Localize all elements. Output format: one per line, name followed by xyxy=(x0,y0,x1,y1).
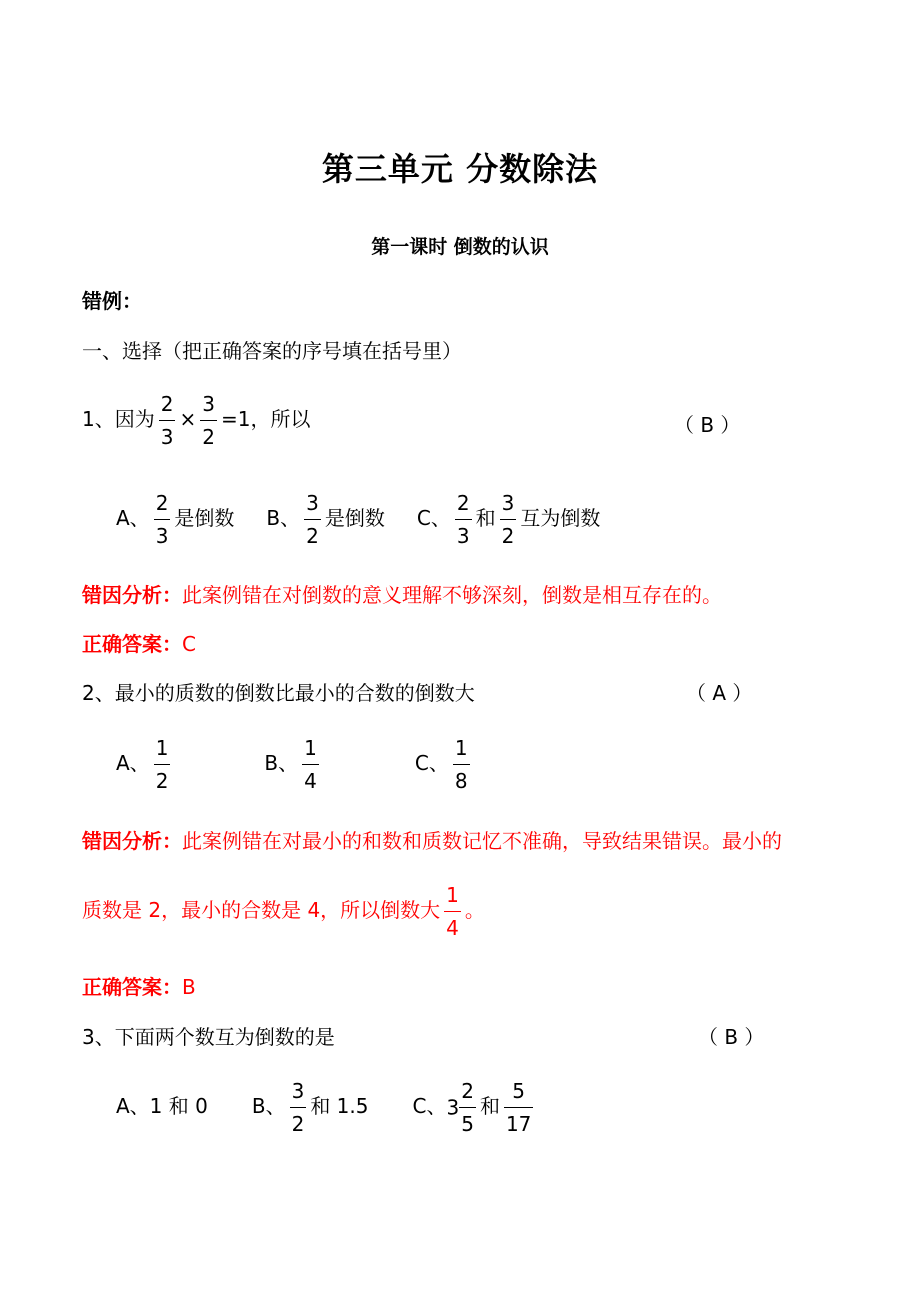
fraction: $\frac{2}{3}$ xyxy=(160,392,174,449)
option-c-text: 互为倒数 xyxy=(520,506,601,530)
fraction: $\frac{3}{2}$ xyxy=(202,392,215,449)
option-a-label: A、 xyxy=(116,506,150,530)
question-3: 3、下面两个数互为倒数的是 xyxy=(82,1025,335,1049)
analysis-text-line2: 质数是 2，最小的合数是 4，所以倒数大 xyxy=(82,898,441,922)
correct-label: 正确答案： xyxy=(82,632,182,656)
fraction: $\frac{1}{2}$ xyxy=(155,736,169,793)
mixed-whole-number: 3 xyxy=(446,1095,460,1120)
q1-correct-answer xyxy=(82,629,196,659)
fraction: $\frac{3}{2}$ xyxy=(291,1079,305,1136)
q3-options xyxy=(116,1078,537,1137)
option-c-mid: 和 xyxy=(475,506,496,530)
analysis-label: 错因分析： xyxy=(82,829,182,853)
times-sign: × xyxy=(179,407,197,431)
fraction: $\frac{1}{8}$ xyxy=(454,736,468,793)
option-b-label: B、 xyxy=(251,1094,286,1118)
q2-options xyxy=(116,735,474,794)
option-c-label: C、 xyxy=(414,751,449,775)
option-b-label: B、 xyxy=(266,506,301,530)
lesson-subtitle: 第一课时 倒数的认识 xyxy=(371,236,549,258)
analysis-label: 错因分析： xyxy=(82,583,182,607)
fraction: $\frac{3}{2}$ xyxy=(501,491,515,548)
q2-analysis-line2 xyxy=(82,882,485,941)
option-b-text: 和 1.5 xyxy=(310,1094,369,1118)
q1-prefix: 1、因为 xyxy=(82,407,155,431)
option-b-text: 是倒数 xyxy=(324,506,385,530)
part-heading: 一、选择（把正确答案的序号填在括号里） xyxy=(82,339,462,363)
correct-value: C xyxy=(182,632,196,656)
q2-analysis xyxy=(82,826,782,856)
analysis-text-line1: 此案例错在对最小的和数和质数记忆不准确，导致结果错误。最小的 xyxy=(182,829,782,853)
q2-correct-answer xyxy=(82,972,196,1002)
q2-answer: （ A ） xyxy=(686,681,753,705)
q1-suffix: =1，所以 xyxy=(220,407,311,431)
question-2: 2、最小的质数的倒数比最小的合数的倒数大 xyxy=(82,681,475,705)
q1-answer: （ B ） xyxy=(674,413,741,437)
correct-value: B xyxy=(182,975,196,999)
section-label: 错例： xyxy=(82,289,142,313)
correct-label: 正确答案： xyxy=(82,975,182,999)
option-b-label: B、 xyxy=(264,751,299,775)
q3-answer: （ B ） xyxy=(698,1025,765,1049)
option-c-mid: 和 xyxy=(479,1094,500,1118)
fraction: $\frac{2}{3}$ xyxy=(456,491,470,548)
q1-options xyxy=(116,490,600,549)
analysis-end: 。 xyxy=(464,898,485,922)
analysis-text: 此案例错在对倒数的意义理解不够深刻，倒数是相互存在的。 xyxy=(182,583,722,607)
option-a-label: A、 xyxy=(116,751,150,775)
fraction: $\frac{1}{4}$ xyxy=(446,883,459,940)
option-c-label: C、 xyxy=(412,1094,447,1118)
option-a-text: 是倒数 xyxy=(174,506,235,530)
option-a: A、1 和 0 xyxy=(116,1094,208,1118)
fraction: $\frac{2}{3}$ xyxy=(155,491,169,548)
fraction: $\frac{1}{4}$ xyxy=(304,736,317,793)
fraction: $\frac{3}{2}$ xyxy=(306,491,319,548)
fraction: $\frac{5}{17}$ xyxy=(505,1079,532,1136)
fraction: $\frac{2}{5}$ xyxy=(461,1079,474,1136)
page-title: 第三单元 分数除法 xyxy=(321,150,599,188)
option-c-label: C、 xyxy=(416,506,451,530)
question-1 xyxy=(82,391,310,450)
q1-analysis xyxy=(82,580,722,610)
